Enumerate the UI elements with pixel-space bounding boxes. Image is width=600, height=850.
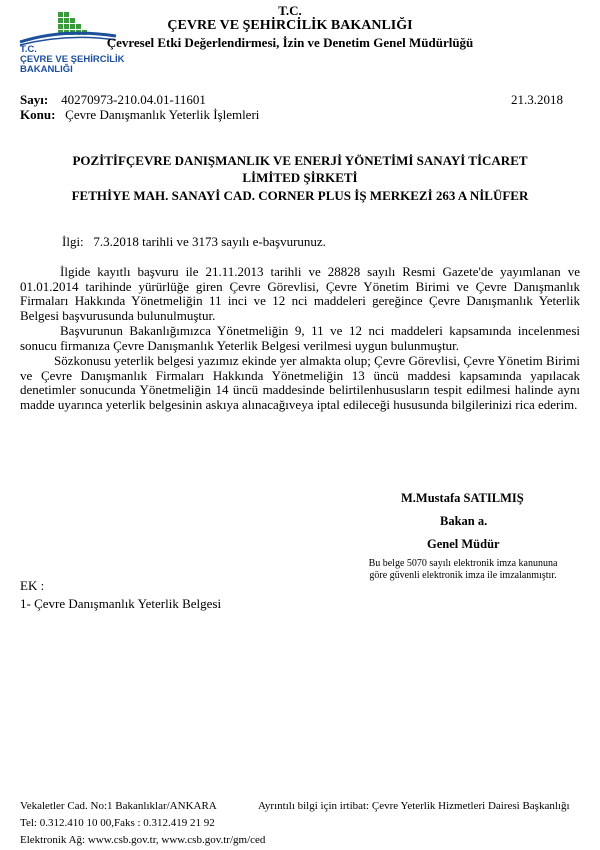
signatory-on-behalf: Bakan a. (440, 514, 488, 528)
recipient-line1: POZİTİFÇEVRE DANIŞMANLIK VE ENERJİ YÖNETİMİ SANAYİ TİCARET (72, 153, 528, 168)
footer-phone: Tel: 0.312.410 10 00,Faks : 0.312.419 21 92 (20, 817, 215, 829)
logo-text-line1: ÇEVRE VE ŞEHİRCİLİK (20, 54, 125, 65)
body-paragraph-2: Başvurunun Bakanlığımızca Yönetmeliğin 9, 11 ve 12 nci maddeleri kapsamında incelenmesi sonucu firmanıza Çevre Danışmanlık Yeterlik Belgesi verilmesi uygun bulunmuştur. (20, 323, 580, 353)
sayi-value: 40270973-210.04.01-11601 (61, 92, 206, 107)
logo-tc-text: T.C. (20, 44, 37, 55)
sayi-label: Sayı: (20, 92, 49, 107)
sayi-line (20, 92, 206, 108)
footer-web: Elektronik Ağ: www.csb.gov.tr, www.csb.gov.tr/gm/ced (20, 834, 266, 846)
ilgi-line (62, 234, 326, 250)
attachment-item: 1- Çevre Danışmanlık Yeterlik Belgesi (20, 596, 222, 611)
konu-label: Konu: (20, 107, 56, 122)
recipient-line3: FETHİYE MAH. SANAYİ CAD. CORNER PLUS İŞ MERKEZİ 263 A NİLÜFER (71, 188, 529, 203)
body-paragraph-1: İlgide kayıtlı başvuru ile 21.11.2013 tarihli ve 28828 sayılı Resmi Gazete'de yayımlanan ve 01.01.2014 tarihinde yürürlüğe giren Çevre Görevlisi, Çevre Yönetim Birimi ve Çevre Danışmanlık Firmaları Hakkında Yönetmeliğin 11 inci ve 12 nci maddeleri gereğince Çevre Danışmanlık Yeterlik Belgesi başvurusunda bulunulmuştur. (20, 264, 580, 323)
signatory-title: Genel Müdür (427, 537, 500, 551)
body-paragraph-3: Sözkonusu yeterlik belgesi yazımız ekinde yer almakta olup; Çevre Görevlisi, Çevre Yönetim Birimi ve Çevre Danışmanlık Firmaları Hakkında Yönetmeliğin 13 üncü maddesi kapsamında yapılacak denetimler sonucunda Yönetmeliğin 14 üncü maddesinde belirtilenhususların tespit edilmesi halinde aynı madde uyarınca yeterlik belgesinin askıya alınacağıveya iptal edileceği hususunda bilgilerinizi rica ederim. (20, 353, 580, 412)
header-ministry: ÇEVRE VE ŞEHİRCİLİK BAKANLIĞI (167, 18, 413, 33)
ilgi-label: İlgi: (62, 234, 84, 249)
attachments-label: EK : (20, 578, 45, 593)
footer-contact-info: Ayrıntılı bilgi için irtibat: Çevre Yeterlik Hizmetleri Dairesi Başkanlığı (258, 800, 570, 812)
logo-text-line2: BAKANLIĞI (20, 64, 73, 75)
header-tc: T.C. (278, 3, 302, 18)
konu-value: Çevre Danışmanlık Yeterlik İşlemleri (65, 107, 260, 122)
esign-notice (338, 558, 588, 582)
recipient-line2: LİMİTED ŞİRKETİ (242, 170, 358, 185)
signatory-name: M.Mustafa SATILMIŞ (401, 491, 524, 505)
konu-line (20, 107, 259, 123)
esign-line1: Bu belge 5070 sayılı elektronik imza kanununa (368, 558, 558, 569)
esign-line2: göre güvenli elektronik imza ile imzalanmıştır. (369, 570, 557, 581)
footer-address: Vekaletler Cad. No:1 Bakanlıklar/ANKARA (20, 800, 217, 812)
document-date: 21.3.2018 (511, 92, 563, 107)
header-directorate: Çevresel Etki Değerlendirmesi, İzin ve Denetim Genel Müdürlüğü (106, 35, 474, 50)
ilgi-text: 7.3.2018 tarihli ve 3173 sayılı e-başvurunuz. (93, 234, 326, 249)
